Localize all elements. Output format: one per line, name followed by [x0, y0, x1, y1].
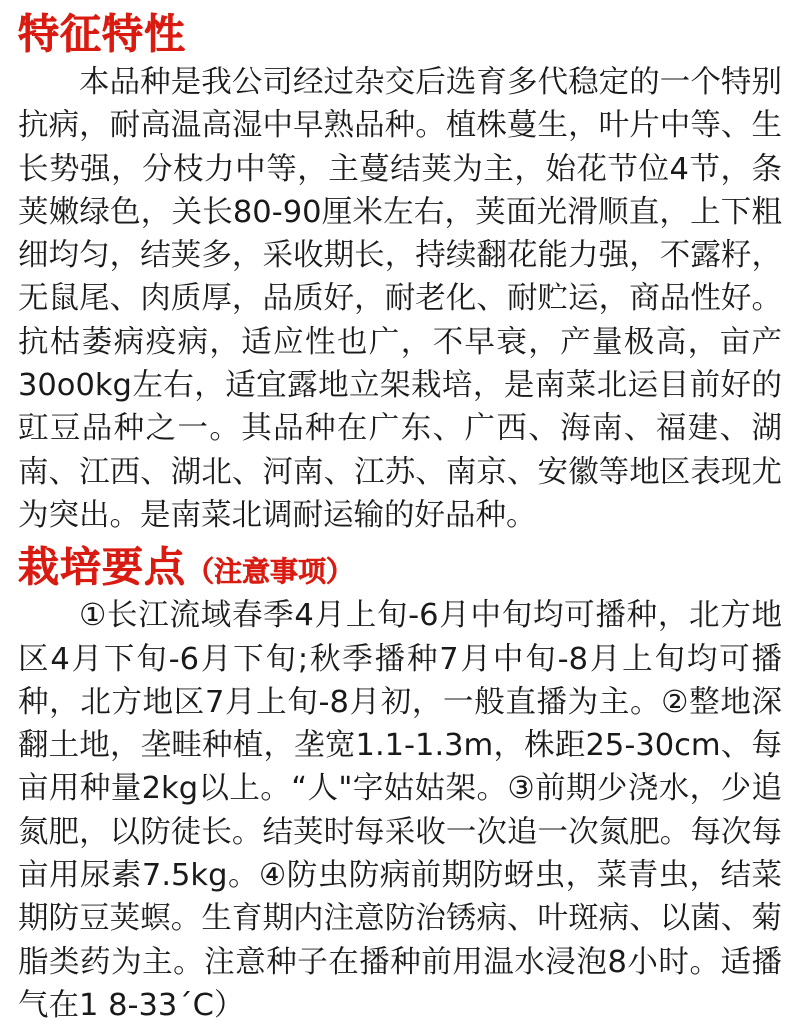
section-paragraph-features: 本品种是我公司经过杂交后选育多代稳定的一个特别抗病，耐高温高湿中早熟品种。植株蔓生，叶片中等、生长势强，分枝力中等，主蔓结荚为主，始花节位4节，条荚嫩绿色，关长80-90厘米左右，荚面光滑顺直，上下粗细均匀，结荚多，采收期长，持续翻花能力强，不露籽，无鼠尾、肉质厚，品质好，耐老化、耐贮运，商品性好。抗枯萎病疫病，适应性也广，不早衰，产量极高，亩产30o0kg左右，适宜露地立架栽培，是南菜北运目前好的豇豆品种之一。其品种在广东、广西、海南、福建、湖南、江西、湖北、河南、江苏、南京、安徽等地区表现尤为突出。是南菜北调耐运输的好品种。 [18, 65, 782, 533]
section-heading-features-text: 特征特性 [18, 10, 186, 58]
section-heading-cultivation-text: 栽培要点 [18, 543, 186, 592]
section-paragraph-cultivation: ①长江流域春季4月上旬-6月中旬均可播种，北方地区4月下旬-6月下旬;秋季播种7月中旬-8月上旬均可播种，北方地区7月上旬-8月初，一般直播为主。②整地深翻土地，垄畦种植，垄宽1.1-1.3m，株距25-30cm、每亩用种量2kg以上。“人"字姑姑架。③前期少浇水，少追氮肥，以防徒长。结荚时每采收一次追一次氮肥。每次每亩用尿素7.5kg。④防虫防病前期防蚜虫，菜青虫，结菜期防豆荚螟。生育期内注意防治锈病、叶斑病、以菌、菊脂类药为主。注意种子在播种前用温水浸泡8小时。适播气在1 8-33´C） [18, 598, 782, 1023]
section-heading-features [18, 10, 782, 58]
section-heading-cultivation [18, 543, 782, 592]
section-heading-cultivation-subtext: （注意事项） [186, 555, 355, 589]
